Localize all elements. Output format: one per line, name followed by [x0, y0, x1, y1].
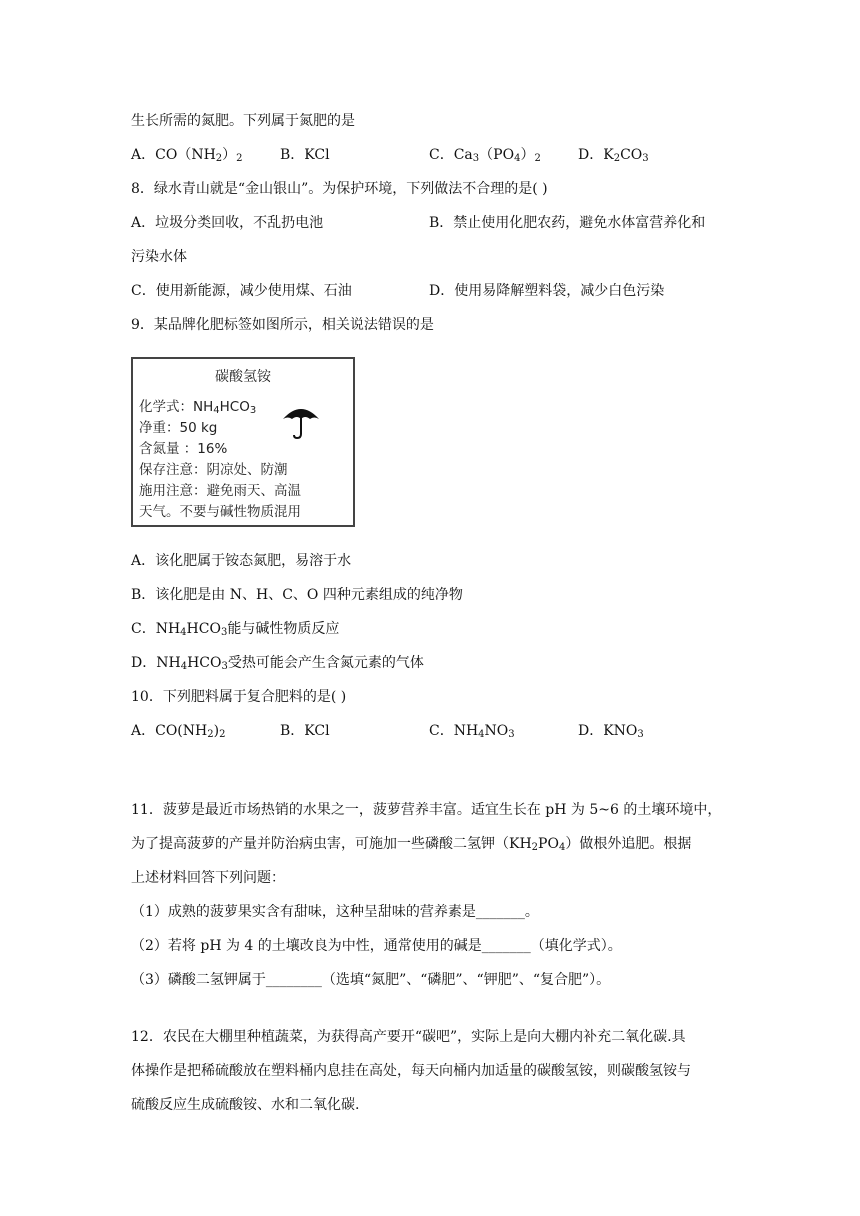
q10-option-d: D．$KNO_3$: [578, 723, 644, 740]
q12-stem-line-2: 体操作是把稀硫酸放在塑料桶内息挂在高处，每天向桶内加适量的碳酸氢铵，则碳酸氢铵与: [131, 1063, 691, 1079]
label-storage-note: 保存注意：阴凉处、防潮: [139, 462, 288, 478]
q9-option-b: B．该化肥是由 N、H、C、O 四种元素组成的纯净物: [131, 587, 463, 603]
label-usage-note: 施用注意：避免雨天、高温: [139, 483, 301, 499]
q7-option-a: A．$CO(NH_2)_2$: [131, 147, 243, 164]
q12-stem-line-1: 12．农民在大棚里种植蔬菜，为获得高产要开“碳吧”，实际上是向大棚内补充二氧化碳.具: [131, 1029, 686, 1045]
q7-option-c: C．$Ca_3(PO_4)_2$: [429, 147, 541, 164]
label-nitrogen-content: 含氮量 ：16%: [139, 441, 228, 457]
q8-stem: 8．绿水青山就是“金山银山”。为保护环境，下列做法不合理的是( ): [131, 181, 548, 197]
q10-option-a: A．$CO(NH_2)_2$: [131, 723, 226, 740]
q9-option-d: D．$NH_4HCO_3$受热可能会产生含氮元素的气体: [131, 655, 424, 672]
fertilizer-label-image: [131, 357, 355, 527]
q7-option-b: B．KCl: [280, 147, 330, 163]
q7-stem: 生长所需的氮肥。下列属于氮肥的是: [131, 113, 355, 129]
q7-option-d: D．$K_2CO_3$: [578, 147, 649, 164]
q10-option-c: C．$NH_4NO_3$: [429, 723, 515, 740]
label-usage-note-continued: 天气。不要与碱性物质混用: [139, 504, 301, 520]
q10-option-b: B．KCl: [280, 723, 330, 739]
q8-option-c: C．使用新能源，减少使用煤、石油: [131, 283, 352, 299]
label-formula: 化学式：$NH_4HCO_3$: [139, 399, 257, 416]
umbrella-icon: [281, 401, 321, 441]
q8-option-b: B．禁止使用化肥农药，避免水体富营养化和: [429, 215, 706, 231]
q12-stem-line-3: 硫酸反应生成硫酸铵、水和二氧化碳.: [131, 1097, 360, 1113]
q11-part-3: （3）磷酸二氢钾属于________（选填“氮肥”、“磷肥”、“钾肥”、“复合肥”）。: [131, 972, 611, 988]
q8-option-b-continued: 污染水体: [131, 249, 187, 265]
q8-option-d: D．使用易降解塑料袋，减少白色污染: [429, 283, 665, 299]
q11-part-2: （2）若将 pH 为 4 的土壤改良为中性，通常使用的碱是_______（填化学式）。: [131, 938, 622, 954]
q11-stem-line-2: 为了提高菠萝的产量并防治病虫害，可施加一些磷酸二氢钾$(KH_2PO_4)$做根外追肥。根据: [131, 836, 692, 853]
q9-stem: 9．某品牌化肥标签如图所示，相关说法错误的是: [131, 317, 434, 333]
q9-option-c: C．$NH_4HCO_3$能与碱性物质反应: [131, 621, 340, 638]
q11-part-1: （1）成熟的菠萝果实含有甜味，这种呈甜味的营养素是_______。: [131, 904, 539, 920]
label-title: 碳酸氢铵: [215, 369, 271, 385]
q9-option-a: A．该化肥属于铵态氮肥，易溶于水: [131, 553, 352, 569]
q11-stem-line-3: 上述材料回答下列问题：: [131, 870, 285, 886]
label-net-weight: 净重：50 kg: [139, 420, 218, 436]
q8-option-a: A．垃圾分类回收，不乱扔电池: [131, 215, 324, 231]
q10-stem: 10．下列肥料属于复合肥料的是( ): [131, 689, 347, 705]
q11-stem-line-1: 11．菠萝是最近市场热销的水果之一，菠萝营养丰富。适宜生长在 pH 为 5~6 的土壤环境中，: [131, 802, 722, 818]
